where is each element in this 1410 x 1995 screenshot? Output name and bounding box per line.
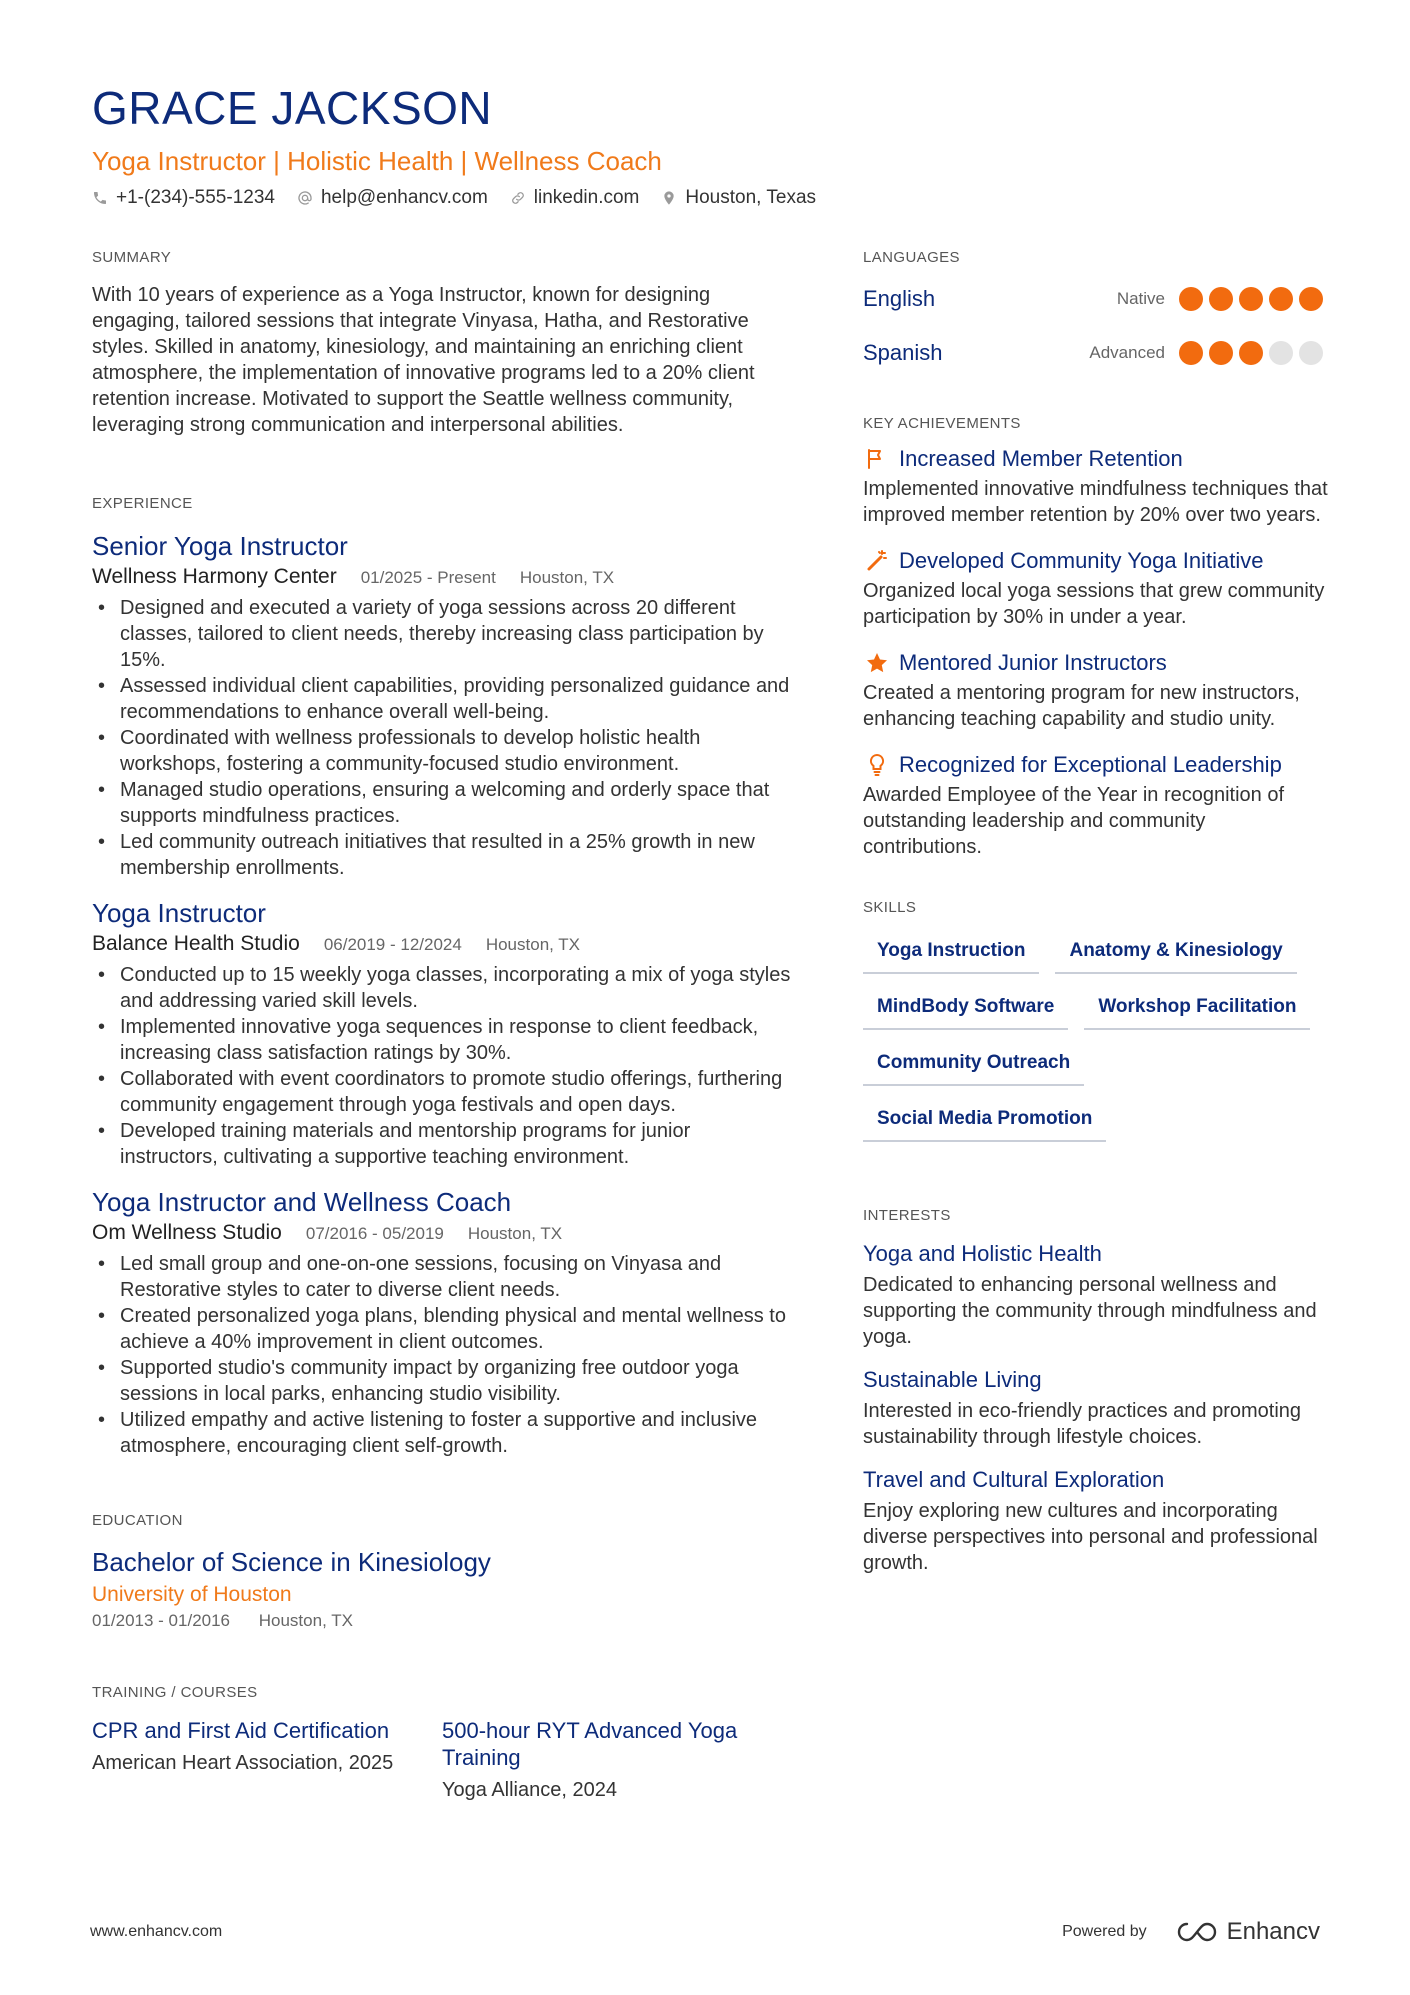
course-provider: American Heart Association, 2025 — [92, 1752, 394, 1774]
language-name: Spanish — [863, 340, 943, 365]
email-text: help@enhancv.com — [320, 187, 488, 208]
job-bullet: • Coordinated with wellness professionals to develop holistic health workshops, fostering a community-focused studio environment. — [92, 725, 792, 777]
education-location: Houston, TX — [258, 1611, 353, 1630]
summary-text: With 10 years of experience as a Yoga Instructor, known for designing engaging, tailored sessions that integrate Vinyasa, Hatha, and Restorative styles. Skilled in anatomy, kinesiology, and maintaining an enriching client atmosphere, the implementation of innovative programs led to a 20% client retention increase. Motivated to support the Seattle wellness community, leveraging strong communication and interpersonal abilities. — [92, 284, 755, 436]
interest-item — [863, 1240, 1329, 1350]
achievement-desc: Implemented innovative mindfulness techniques that improved member retention by 20% over two years. — [863, 478, 1328, 526]
achievement-desc: Created a mentoring program for new instructors, enhancing teaching capability and studio unity. — [863, 682, 1300, 730]
course-item — [442, 1717, 792, 1803]
achievement-desc: Awarded Employee of the Year in recognition of outstanding leadership and community contributions. — [863, 784, 1285, 858]
job-meta — [92, 931, 792, 958]
job-bullet: • Assessed individual client capabilities, providing personalized guidance and recommendations to enhance overall well-being. — [92, 673, 792, 725]
course-list — [92, 1717, 792, 1803]
section-heading-summary: SUMMARY — [92, 249, 172, 266]
achievement-item — [863, 546, 1329, 630]
footer-url[interactable]: www.enhancv.com — [90, 1923, 223, 1940]
skill-list — [863, 934, 1329, 1158]
education-school: University of Houston — [92, 1583, 292, 1606]
experience-section — [92, 494, 792, 1459]
language-rating — [1179, 341, 1329, 365]
course-name: CPR and First Aid Certification — [92, 1718, 390, 1743]
rating-dot-filled — [1209, 287, 1233, 311]
job-bullet: • Developed training materials and mentorship programs for junior instructors, cultivating a supportive teaching environment. — [92, 1118, 792, 1170]
job-meta — [92, 564, 792, 591]
job-location: Houston, TX — [519, 568, 615, 587]
at-icon — [297, 190, 313, 206]
rating-dot-filled — [1299, 287, 1323, 311]
section-heading-skills: SKILLS — [863, 899, 917, 916]
job-company: Om Wellness Studio — [92, 1221, 282, 1244]
achievements-section — [863, 414, 1329, 860]
section-heading-education: EDUCATION — [92, 1512, 183, 1529]
course-item — [92, 1717, 442, 1803]
interest-title: Sustainable Living — [863, 1367, 1042, 1392]
job-bullet: • Implemented innovative yoga sequences in response to client feedback, increasing class satisfaction ratings by 30%. — [92, 1014, 792, 1066]
interest-title: Travel and Cultural Exploration — [863, 1467, 1165, 1492]
contact-location — [661, 184, 816, 212]
section-heading-languages: LANGUAGES — [863, 249, 960, 266]
interest-title: Yoga and Holistic Health — [863, 1241, 1102, 1266]
education-degree: Bachelor of Science in Kinesiology — [92, 1547, 491, 1577]
achievement-title: Developed Community Yoga Initiative — [899, 548, 1264, 573]
education-section — [92, 1511, 792, 1633]
interest-item — [863, 1366, 1329, 1450]
skills-section — [863, 898, 1329, 1158]
summary-section — [92, 248, 792, 438]
powered-by — [1062, 1918, 1320, 1946]
candidate-name: GRACE JACKSON — [92, 82, 493, 134]
job-location: Houston, TX — [467, 1224, 563, 1243]
phone-text: +1-(234)-555-1234 — [116, 187, 275, 208]
job-company: Balance Health Studio — [92, 932, 300, 955]
job-dates: 07/2016 - 05/2019 — [305, 1224, 444, 1243]
job-title: Yoga Instructor and Wellness Coach — [92, 1187, 512, 1217]
candidate-title: Yoga Instructor | Holistic Health | Wellness Coach — [92, 146, 662, 176]
job-entry — [92, 897, 792, 1170]
job-bullet: • Collaborated with event coordinators to promote studio offerings, furthering community engagement through yoga festivals and open days. — [92, 1066, 792, 1118]
achievement-item — [863, 444, 1329, 528]
rating-dot-filled — [1179, 287, 1203, 311]
job-entry — [92, 530, 792, 881]
interest-desc: Interested in eco-friendly practices and promoting sustainability through lifestyle choices. — [863, 1400, 1302, 1448]
education-meta — [92, 1609, 792, 1633]
job-bullet: • Led small group and one-on-one sessions, focusing on Vinyasa and Restorative styles to cater to diverse client needs. — [92, 1251, 792, 1303]
education-dates: 01/2013 - 01/2016 — [92, 1611, 231, 1630]
job-bullet: • Managed studio operations, ensuring a welcoming and orderly space that supports mindfulness practices. — [92, 777, 792, 829]
powered-by-label: Powered by — [1062, 1923, 1147, 1940]
location-pin-icon — [661, 190, 677, 206]
lightbulb-icon — [863, 751, 891, 779]
job-entry — [92, 1186, 792, 1459]
job-title: Senior Yoga Instructor — [92, 531, 348, 561]
achievement-item — [863, 750, 1329, 860]
languages-section — [863, 248, 1329, 380]
achievement-item — [863, 648, 1329, 732]
page-footer — [90, 1918, 1320, 1946]
job-meta — [92, 1220, 792, 1247]
phone-icon — [92, 190, 108, 206]
location-text: Houston, Texas — [685, 187, 817, 208]
brand-name: Enhancv — [1226, 1918, 1320, 1945]
contact-phone[interactable] — [92, 184, 275, 212]
rating-dot-filled — [1239, 287, 1263, 311]
section-heading-achievements: KEY ACHIEVEMENTS — [863, 415, 1021, 432]
job-title: Yoga Instructor — [92, 898, 266, 928]
language-name: English — [863, 286, 936, 311]
skill-tag: Social Media Promotion — [863, 1102, 1106, 1142]
section-heading-training: TRAINING / COURSES — [92, 1684, 258, 1701]
job-bullet: • Supported studio's community impact by organizing free outdoor yoga sessions in local parks, enhancing studio visibility. — [92, 1355, 792, 1407]
contact-email[interactable] — [297, 184, 488, 212]
skill-tag: Community Outreach — [863, 1046, 1084, 1086]
skill-tag: Workshop Facilitation — [1084, 990, 1310, 1030]
job-company: Wellness Harmony Center — [92, 565, 337, 588]
linkedin-text: linkedin.com — [533, 187, 640, 208]
achievement-title: Mentored Junior Instructors — [899, 650, 1167, 675]
star-icon — [863, 649, 891, 677]
enhancv-logo-icon — [1175, 1920, 1219, 1944]
training-section — [92, 1683, 792, 1803]
job-bullets — [92, 595, 792, 881]
course-name: 500-hour RYT Advanced Yoga Training — [442, 1718, 738, 1770]
achievement-title: Recognized for Exceptional Leadership — [899, 752, 1282, 777]
rating-dot-filled — [1239, 341, 1263, 365]
job-bullet: • Utilized empathy and active listening to foster a supportive and inclusive atmosphere, encouraging client self-growth. — [92, 1407, 792, 1459]
course-provider: Yoga Alliance, 2024 — [442, 1779, 617, 1801]
job-dates: 06/2019 - 12/2024 — [323, 935, 462, 954]
interest-desc: Dedicated to enhancing personal wellness and supporting the community through mindfulness and yoga. — [863, 1274, 1317, 1348]
contact-linkedin[interactable] — [510, 184, 640, 212]
interest-desc: Enjoy exploring new cultures and incorporating diverse perspectives into personal and professional growth. — [863, 1500, 1318, 1574]
rating-dot-filled — [1179, 341, 1203, 365]
skill-tag: Yoga Instruction — [863, 934, 1039, 974]
language-row — [863, 326, 1329, 380]
achievement-desc: Organized local yoga sessions that grew community participation by 30% in under a year. — [863, 580, 1325, 628]
job-dates: 01/2025 - Present — [360, 568, 496, 587]
language-row — [863, 272, 1329, 326]
language-rating — [1179, 287, 1329, 311]
job-location: Houston, TX — [485, 935, 581, 954]
job-bullets — [92, 1251, 792, 1459]
flag-icon — [863, 445, 891, 473]
language-list — [863, 272, 1329, 380]
link-icon — [510, 190, 526, 206]
left-column — [92, 248, 792, 1803]
section-heading-interests: INTERESTS — [863, 1207, 951, 1224]
interest-item — [863, 1466, 1329, 1576]
skill-tag: MindBody Software — [863, 990, 1068, 1030]
rating-dot-empty — [1269, 341, 1293, 365]
job-bullet: • Created personalized yoga plans, blending physical and mental wellness to achieve a 40% improvement in client outcomes. — [92, 1303, 792, 1355]
contact-bar — [92, 184, 1332, 212]
language-level: Native — [1116, 289, 1165, 308]
job-bullet: • Led community outreach initiatives that resulted in a 25% growth in new membership enrollments. — [92, 829, 792, 881]
resume-header — [92, 80, 1332, 212]
rating-dot-filled — [1269, 287, 1293, 311]
right-column — [863, 248, 1329, 1592]
section-heading-experience: EXPERIENCE — [92, 495, 193, 512]
language-level: Advanced — [1089, 343, 1165, 362]
achievement-title: Increased Member Retention — [899, 446, 1183, 471]
job-bullets — [92, 962, 792, 1170]
magic-wand-icon — [863, 547, 891, 575]
enhancv-logo[interactable] — [1175, 1918, 1320, 1946]
rating-dot-filled — [1209, 341, 1233, 365]
job-bullet: • Conducted up to 15 weekly yoga classes, incorporating a mix of yoga styles and addressing varied skill levels. — [92, 962, 792, 1014]
skill-tag: Anatomy & Kinesiology — [1055, 934, 1296, 974]
rating-dot-empty — [1299, 341, 1323, 365]
interests-section — [863, 1206, 1329, 1576]
job-bullet: • Designed and executed a variety of yoga sessions across 20 different classes, tailored to client needs, thereby increasing class participation by 15%. — [92, 595, 792, 673]
